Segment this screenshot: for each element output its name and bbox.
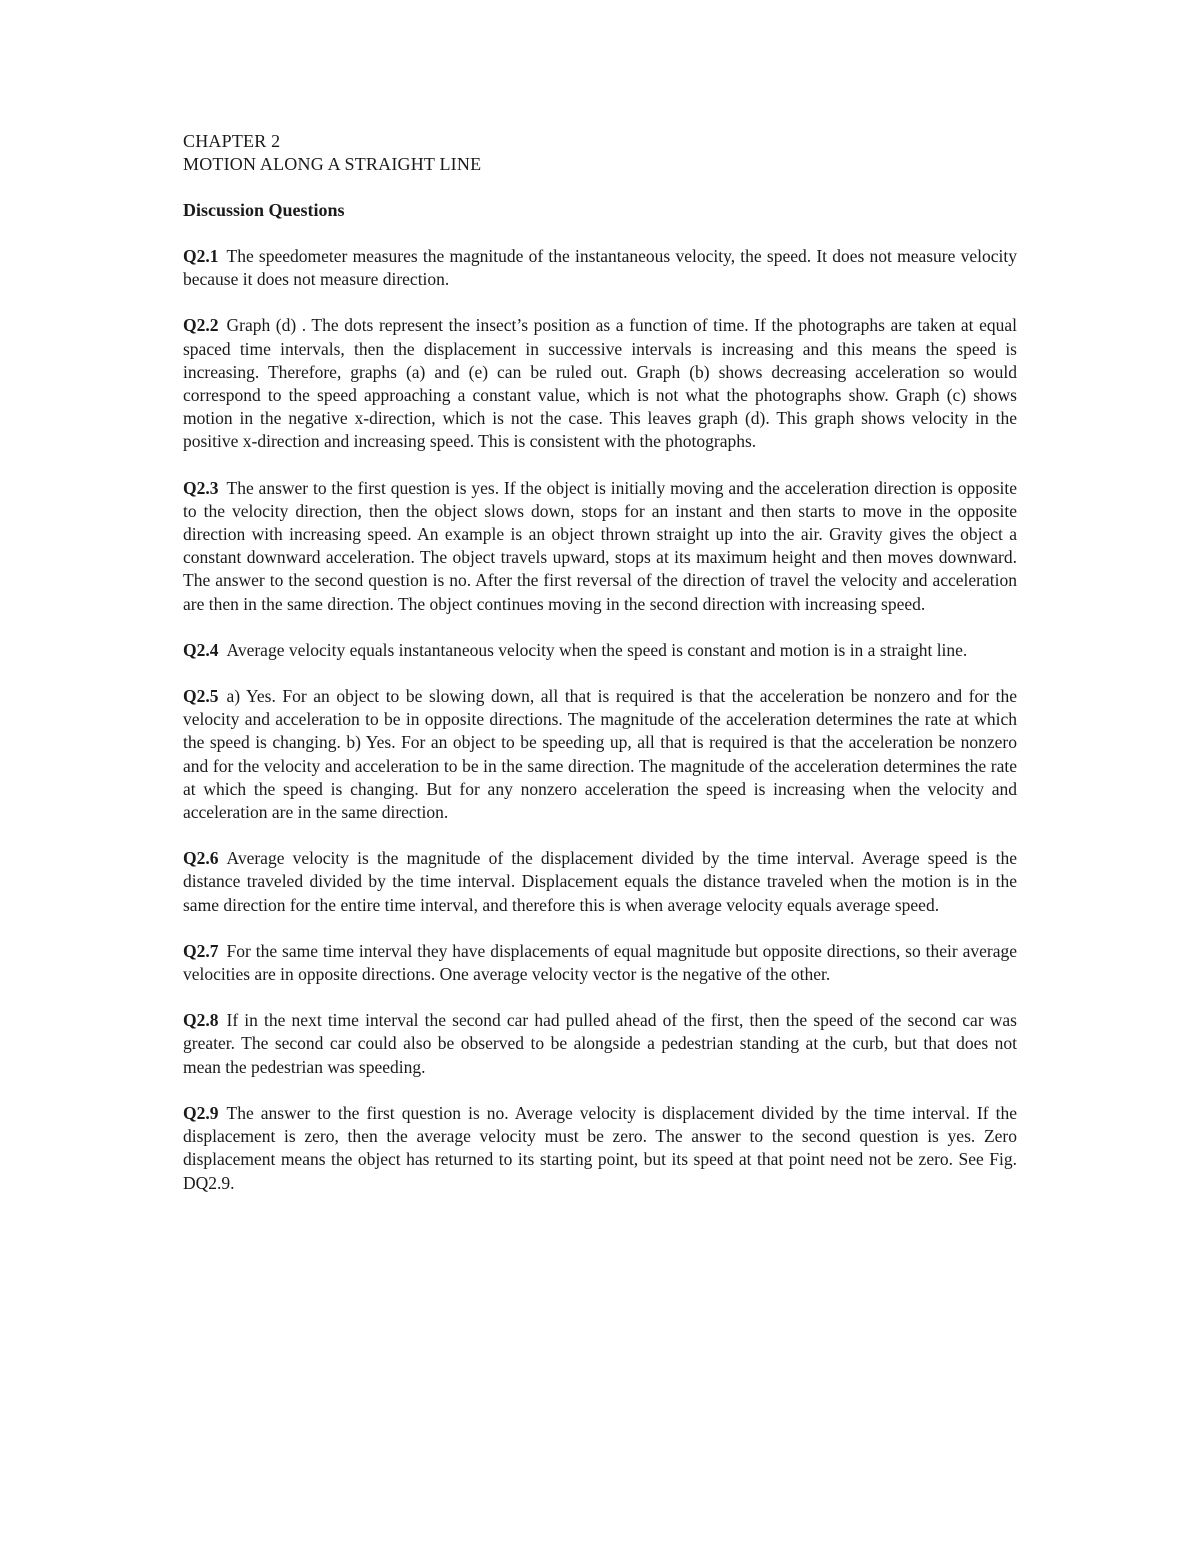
- document-page: [183, 130, 1017, 1195]
- question-label: Q2.3: [183, 477, 219, 498]
- question-label: Q2.7: [183, 940, 219, 961]
- question-q2-5: [183, 685, 1017, 824]
- section-heading: Discussion Questions: [183, 200, 345, 220]
- question-q2-4: [183, 639, 1017, 662]
- question-label: Q2.8: [183, 1010, 219, 1031]
- question-q2-1: [183, 245, 1017, 291]
- question-q2-6: [183, 847, 1017, 917]
- question-answer-text: For the same time interval they have displacements of equal magnitude but opposite directions, so their average velocities are in opposite directions. One average velocity vector is the negative of the other.: [183, 940, 1017, 985]
- question-label: Q2.5: [183, 686, 219, 707]
- question-label: Q2.4: [183, 639, 219, 660]
- question-answer-text: Average velocity is the magnitude of the displacement divided by the time interval. Average speed is the distance traveled divided by the time interval. Displacement equals the distance traveled when the motion is in the same direction for the entire time interval, and therefore this is when average velocity equals average speed.: [183, 848, 1017, 915]
- question-label: Q2.2: [183, 315, 219, 336]
- question-answer-text: The speedometer measures the magnitude of the instantaneous velocity, the speed. It does not measure velocity because it does not measure direction.: [183, 246, 1017, 290]
- chapter-number: CHAPTER 2: [183, 131, 281, 151]
- chapter-title: MOTION ALONG A STRAIGHT LINE: [183, 154, 482, 174]
- question-label: Q2.6: [183, 848, 219, 869]
- question-q2-3: [183, 477, 1017, 616]
- question-answer-text: The answer to the first question is yes. If the object is initially moving and the acceleration direction is opposite to the velocity direction, then the object slows down, stops for an instant and then starts to move in the opposite direction with increasing speed. An example is an object thrown straight up into the air. Gravity gives the object a constant downward acceleration. The object travels upward, stops at its maximum height and then moves downward. The answer to the second question is no. After the first reversal of the direction of travel the velocity and acceleration are then in the same direction. The object continues moving in the second direction with increasing speed.: [183, 477, 1017, 614]
- question-answer-text: Average velocity equals instantaneous velocity when the speed is constant and motion is in a straight line.: [226, 639, 968, 660]
- question-q2-8: [183, 1009, 1017, 1079]
- question-label: Q2.1: [183, 246, 219, 266]
- question-answer-text: The answer to the first question is no. Average velocity is displacement divided by the time interval. If the displacement is zero, then the average velocity must be zero. The answer to the second question is yes. Zero displacement means the object has returned to its starting point, but its speed at that point need not be zero. See Fig. DQ2.9.: [183, 1102, 1017, 1193]
- question-answer-text: Graph (d) . The dots represent the insect’s position as a function of time. If the photographs are taken at equal spaced time intervals, then the displacement in successive intervals is increasing and this means the speed is increasing. Therefore, graphs (a) and (e) can be ruled out. Graph (b) shows decreasing acceleration so would correspond to the speed approaching a constant value, which is not what the photographs show. Graph (c) shows motion in the negative x-direction, which is not the case. This leaves graph (d). This graph shows velocity in the positive x-direction and increasing speed. This is consistent with the photographs.: [183, 315, 1017, 452]
- question-q2-2: [183, 314, 1017, 453]
- question-q2-9: [183, 1102, 1017, 1195]
- question-answer-text: If in the next time interval the second car had pulled ahead of the first, then the speed of the second car was greater. The second car could also be observed to be alongside a pedestrian standing at the curb, but that does not mean the pedestrian was speeding.: [183, 1010, 1017, 1077]
- question-q2-7: [183, 940, 1017, 986]
- question-label: Q2.9: [183, 1102, 219, 1123]
- question-answer-text: a) Yes. For an object to be slowing down, all that is required is that the acceleration be nonzero and for the velocity and acceleration to be in opposite directions. The magnitude of the acceleration determines the rate at which the speed is changing. b) Yes. For an object to be speeding up, all that is required is that the acceleration be nonzero and for the velocity and acceleration to be in the same direction. The magnitude of the acceleration determines the rate at which the speed is changing. But for any nonzero acceleration the speed is increasing when the velocity and acceleration are in the same direction.: [183, 686, 1017, 823]
